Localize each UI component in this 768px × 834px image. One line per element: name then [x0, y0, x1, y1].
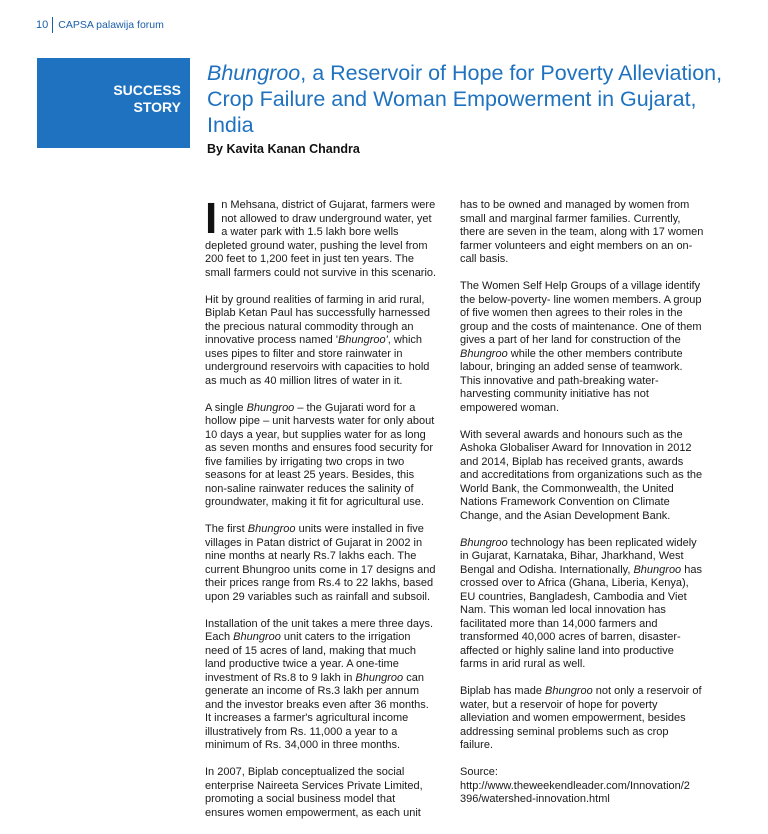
article-column-left — [205, 194, 437, 834]
paragraph-10: Bhungroo technology has been replicated widely in Gujarat, Karnataka, Bihar, Jharkhand, West Bengal and Odisha. Internationally, Bhungroo has crossed over to Africa (Ghana, Liberia, Kenya), EU countries, Bangladesh, Cambodia and Viet Nam. This woman led local innovation has facilitated more than 14,000 farmers and transformed 40,000 acres of barren, disaster-affected or highly saline land into productive farms in arid rural as well. — [460, 536, 702, 670]
paragraph-6: In 2007, Biplab conceptualized the social enterprise Naireeta Services Private Limited, promoting a social business model that ensures women empowerment, as each unit — [205, 766, 423, 819]
title-rest: , a Reservoir of Hope for Poverty Alleviation, Crop Failure and Woman Empowerment in Gujarat, India — [207, 61, 723, 137]
paragraph-11: Biplab has made Bhungroo not only a reservoir of water, but a reservoir of hope for poverty alleviation and women empowerment, besides addressing seminal problems such as crop failure. — [460, 685, 702, 751]
drop-cap: I — [205, 194, 218, 243]
paragraph-7: has to be owned and managed by women from small and marginal farmer families. Currently, there are seven in the team, along with 17 women farmer volunteers and eight members on an on-call basis. — [460, 199, 704, 265]
byline: By Kavita Kanan Chandra — [207, 142, 360, 156]
paragraph-3: A single Bhungroo – the Gujarati word for a hollow pipe – unit harvests water for only about 10 days a year, but supplies water for as long as seven months and ensures food security for five families by irrigating two crops in two seasons for at least 25 years. Besides, this non-saline rainwater reduces the salinity of groundwater, making it fit for agricultural use. — [205, 401, 435, 508]
source-url-line-2: 396/watershed-innovation.html — [460, 793, 610, 805]
paragraph-8: The Women Self Help Groups of a village identify the below-poverty- line women members. A group of five women then agrees to their roles in the group and the costs of maintenance. One of them gives a part of her land for construction of the Bhungroo while the other members contribute labour, bringing an added sense of teamwork. This innovative and path-breaking water-harvesting community initiative has not empowered woman. — [460, 280, 702, 414]
source-label: Source: — [460, 766, 498, 778]
paragraph-2: Hit by ground realities of farming in arid rural, Biplab Ketan Paul has successfully harnessed the precious natural commodity through an innovative process named 'Bhungroo', which uses pipes to filter and store rainwater in underground reservoirs with capacities to hold as much as 40 million litres of water in it. — [205, 293, 431, 387]
paragraph-5: Installation of the unit takes a mere three days. Each Bhungroo unit caters to the irrigation need of 15 acres of land, making that much land productive twice a year. A one-time investment of Rs.8 to 9 lakh in Bhungroo can generate an income of Rs.3 lakh per annum and the investor breaks even after 36 months. It increases a farmer's agricultural income illustratively from Rs. 11,000 a year to a minimum of Rs. 34,000 in three months. — [205, 617, 434, 751]
success-story-badge — [37, 58, 190, 148]
paragraph-4: The first Bhungroo units were installed in five villages in Patan district of Gujarat in 2002 in nine months at nearly Rs.7 lakhs each. The current Bhungroo units come in 17 designs and their prices range from Rs.4 to 22 lakhs, based upon 29 variables such as rainfall and subsoil. — [205, 523, 436, 603]
paragraph-9: With several awards and honours such as the Ashoka Globaliser Award for Innovation in 2012 and 2014, Biplab has received grants, awards and accreditations from organizations such as the World Bank, the Commonwealth, the United Nations Framework Convention on Climate Change, and the Asian Development Bank. — [460, 428, 703, 522]
title-italic: Bhungroo — [207, 61, 301, 85]
article-column-right — [460, 199, 704, 820]
page-number: 10 — [36, 17, 53, 33]
badge-line-2: STORY — [133, 99, 181, 115]
paragraph-1: In Mehsana, district of Gujarat, farmers were not allowed to draw underground water, yet a water park with 1.5 lakh bore wells depleted ground water, pushing the level from 200 feet to 1,200 feet in just ten years. The small farmers could not survive in this scenario. — [205, 194, 437, 279]
article-title — [207, 60, 727, 138]
publication-name: CAPSA palawija forum — [58, 19, 164, 31]
badge-line-1: SUCCESS — [113, 82, 181, 98]
source-url-line-1: http://www.theweekendleader.com/Innovation/2 — [460, 779, 690, 792]
source-citation — [460, 766, 704, 807]
page-header — [36, 17, 164, 33]
